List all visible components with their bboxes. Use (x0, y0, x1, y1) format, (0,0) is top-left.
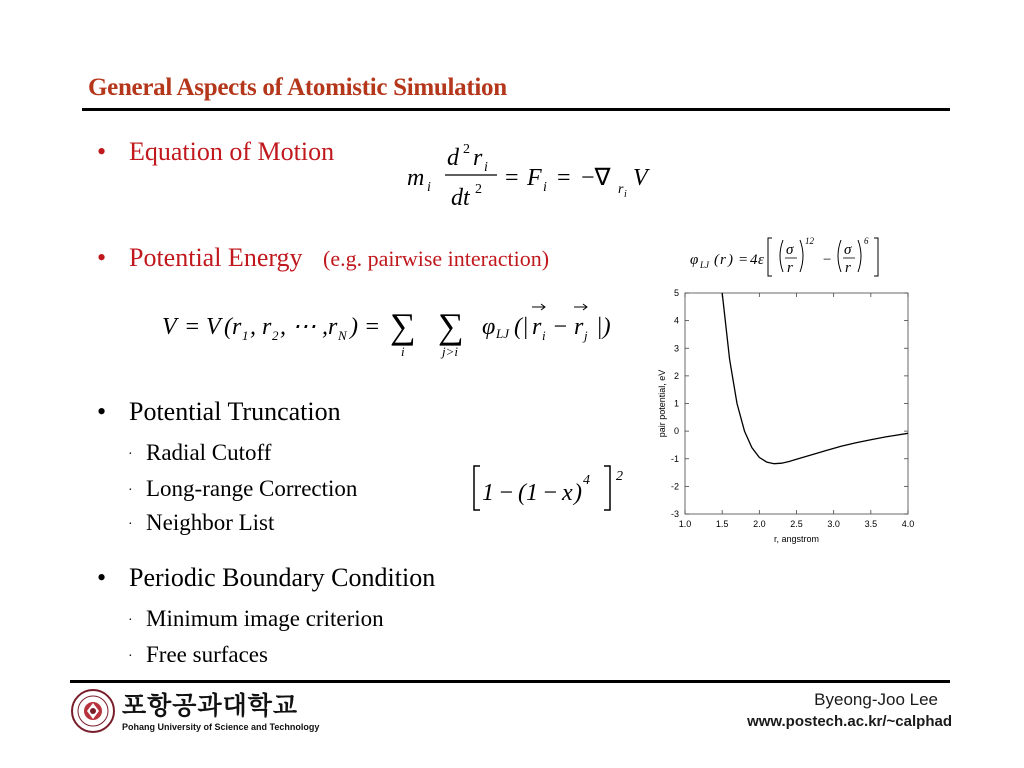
title-rule (82, 108, 950, 111)
svg-text:V: V (633, 165, 648, 191)
svg-text:4: 4 (583, 473, 590, 488)
author-url: www.postech.ac.kr/~calphad (747, 713, 952, 730)
x-axis-label: r, angstrom (773, 534, 820, 544)
x-tick-label: 2.0 (753, 519, 766, 529)
svg-text:d: d (447, 145, 459, 171)
svg-text:i: i (543, 180, 547, 195)
svg-text:2: 2 (475, 182, 482, 197)
y-axis-label: pair potential, eV (657, 369, 667, 438)
sub-dot: · (128, 446, 133, 462)
svg-text:r: r (574, 314, 584, 340)
university-name-english: Pohang University of Science and Technology (122, 722, 320, 732)
y-tick-label: -2 (670, 481, 679, 492)
university-name-korean: 포항공과대학교 (122, 691, 299, 720)
svg-text:i: i (484, 160, 488, 175)
svg-text:m: m (407, 165, 425, 191)
svg-text:=: = (557, 165, 571, 191)
bullet-dot: • (97, 243, 107, 272)
svg-text:r: r (232, 314, 242, 340)
svg-text:|): |) (596, 314, 611, 340)
svg-text:=: = (505, 165, 519, 191)
y-tick-label: 3 (673, 343, 679, 354)
svg-text:ε: ε (758, 252, 764, 268)
svg-text:r: r (262, 314, 272, 340)
svg-text:): ) (350, 314, 358, 340)
postech-seal-icon (70, 688, 116, 734)
lennard-jones-formula (688, 232, 903, 282)
svg-text:12: 12 (805, 236, 814, 246)
sub-dot: · (128, 482, 133, 498)
svg-text:4: 4 (750, 252, 758, 268)
svg-text:6: 6 (864, 236, 869, 246)
svg-text:σ: σ (844, 242, 852, 258)
sub-dot: · (128, 516, 133, 532)
y-tick-label: 1 (673, 398, 679, 409)
svg-text:−: − (542, 480, 559, 506)
svg-text:j>i: j>i (442, 344, 458, 359)
sub-item-minimum-image (128, 606, 384, 632)
svg-text:(|: (| (514, 314, 529, 340)
bullet-potential-energy (97, 243, 549, 273)
bullet-label: Periodic Boundary Condition (129, 563, 436, 592)
sub-item-label: Minimum image criterion (146, 606, 384, 631)
potential-curve (722, 293, 908, 464)
plot-frame (685, 293, 908, 514)
svg-text:r: r (845, 260, 851, 276)
bullet-label: Potential Truncation (129, 397, 341, 426)
svg-text:dt: dt (451, 185, 470, 211)
svg-text:r: r (720, 252, 726, 268)
cutoff-function-formula (470, 462, 640, 514)
svg-text:i: i (401, 344, 405, 359)
bullet-label: Equation of Motion (129, 137, 335, 166)
x-tick-label: 1.0 (678, 519, 692, 529)
sub-item-label: Long-range Correction (146, 476, 358, 501)
svg-text:=: = (738, 252, 749, 268)
bullet-potential-truncation (97, 397, 341, 427)
svg-text:φ: φ (690, 252, 699, 268)
svg-text:(: ( (224, 314, 232, 340)
svg-text:−: − (822, 252, 833, 268)
svg-text:N: N (338, 328, 347, 343)
svg-text:=: = (364, 314, 381, 340)
svg-text:,: , (250, 314, 256, 340)
y-tick-label: 5 (673, 288, 679, 298)
svg-text:φ: φ (482, 314, 496, 340)
bullet-dot: • (97, 137, 107, 166)
bullet-dot: • (97, 563, 107, 592)
svg-text:−∇: −∇ (581, 165, 611, 191)
svg-text:σ: σ (786, 242, 794, 258)
svg-text:): ) (728, 252, 733, 268)
svg-text:i: i (624, 189, 627, 200)
bullet-label: Potential Energy (129, 243, 303, 272)
y-tick-label: 4 (673, 315, 679, 326)
total-potential-formula (158, 290, 628, 370)
sub-item-long-range-correction (128, 476, 357, 502)
sub-item-label: Radial Cutoff (146, 440, 272, 465)
svg-text:∑: ∑ (438, 306, 464, 346)
equation-of-motion-formula (405, 135, 665, 215)
svg-text:i: i (427, 180, 431, 195)
svg-text:r: r (473, 145, 483, 171)
bullet-note: (e.g. pairwise interaction) (323, 246, 550, 271)
x-tick-label: 2.5 (790, 519, 803, 529)
svg-text:(1: (1 (518, 480, 538, 506)
sub-item-free-surfaces (128, 642, 268, 668)
y-tick-label: 0 (673, 426, 679, 437)
sub-item-label: Free surfaces (146, 642, 268, 667)
svg-text:r: r (787, 260, 793, 276)
svg-text:V: V (206, 314, 221, 340)
svg-text:1: 1 (242, 328, 249, 343)
sub-item-neighbor-list (128, 510, 274, 536)
y-tick-label: -3 (670, 509, 679, 519)
sub-item-label: Neighbor List (146, 510, 275, 535)
sub-item-radial-cutoff (128, 440, 271, 466)
svg-text:x: x (562, 480, 573, 506)
x-tick-label: 4.0 (901, 519, 915, 529)
svg-text:LJ: LJ (496, 326, 509, 341)
svg-text:2: 2 (463, 142, 470, 157)
bullet-periodic-boundary-condition (97, 563, 435, 593)
svg-text:r: r (532, 314, 542, 340)
svg-text:2: 2 (616, 469, 623, 484)
svg-text:(: ( (714, 252, 719, 268)
sub-dot: · (128, 648, 133, 664)
footer-rule (70, 680, 950, 683)
pair-potential-chart (655, 285, 920, 550)
y-tick-label: -1 (670, 453, 679, 464)
svg-text:r: r (328, 314, 338, 340)
svg-text:): ) (574, 480, 582, 506)
svg-text:i: i (542, 328, 546, 343)
svg-text:1: 1 (482, 480, 494, 506)
svg-text:−: − (498, 480, 515, 506)
svg-text:, ⋯ ,: , ⋯ , (280, 314, 328, 340)
slide-title: General Aspects of Atomistic Simulation (88, 74, 507, 101)
svg-text:j: j (584, 328, 588, 343)
svg-text:∑: ∑ (390, 306, 416, 346)
y-tick-label: 2 (673, 370, 679, 381)
x-tick-label: 3.0 (827, 519, 840, 529)
svg-text:−: − (552, 314, 569, 340)
author-name: Byeong-Joo Lee (814, 690, 938, 709)
x-tick-label: 1.5 (715, 519, 729, 529)
x-tick-label: 3.5 (864, 519, 878, 529)
svg-text:LJ: LJ (700, 260, 709, 270)
sub-dot: · (128, 612, 133, 628)
bullet-dot: • (97, 397, 107, 426)
svg-text:F: F (527, 165, 542, 191)
svg-text:=: = (184, 314, 201, 340)
svg-text:r: r (618, 182, 624, 197)
svg-text:2: 2 (272, 328, 279, 343)
bullet-equation-of-motion (97, 137, 334, 167)
svg-text:V: V (162, 314, 177, 340)
